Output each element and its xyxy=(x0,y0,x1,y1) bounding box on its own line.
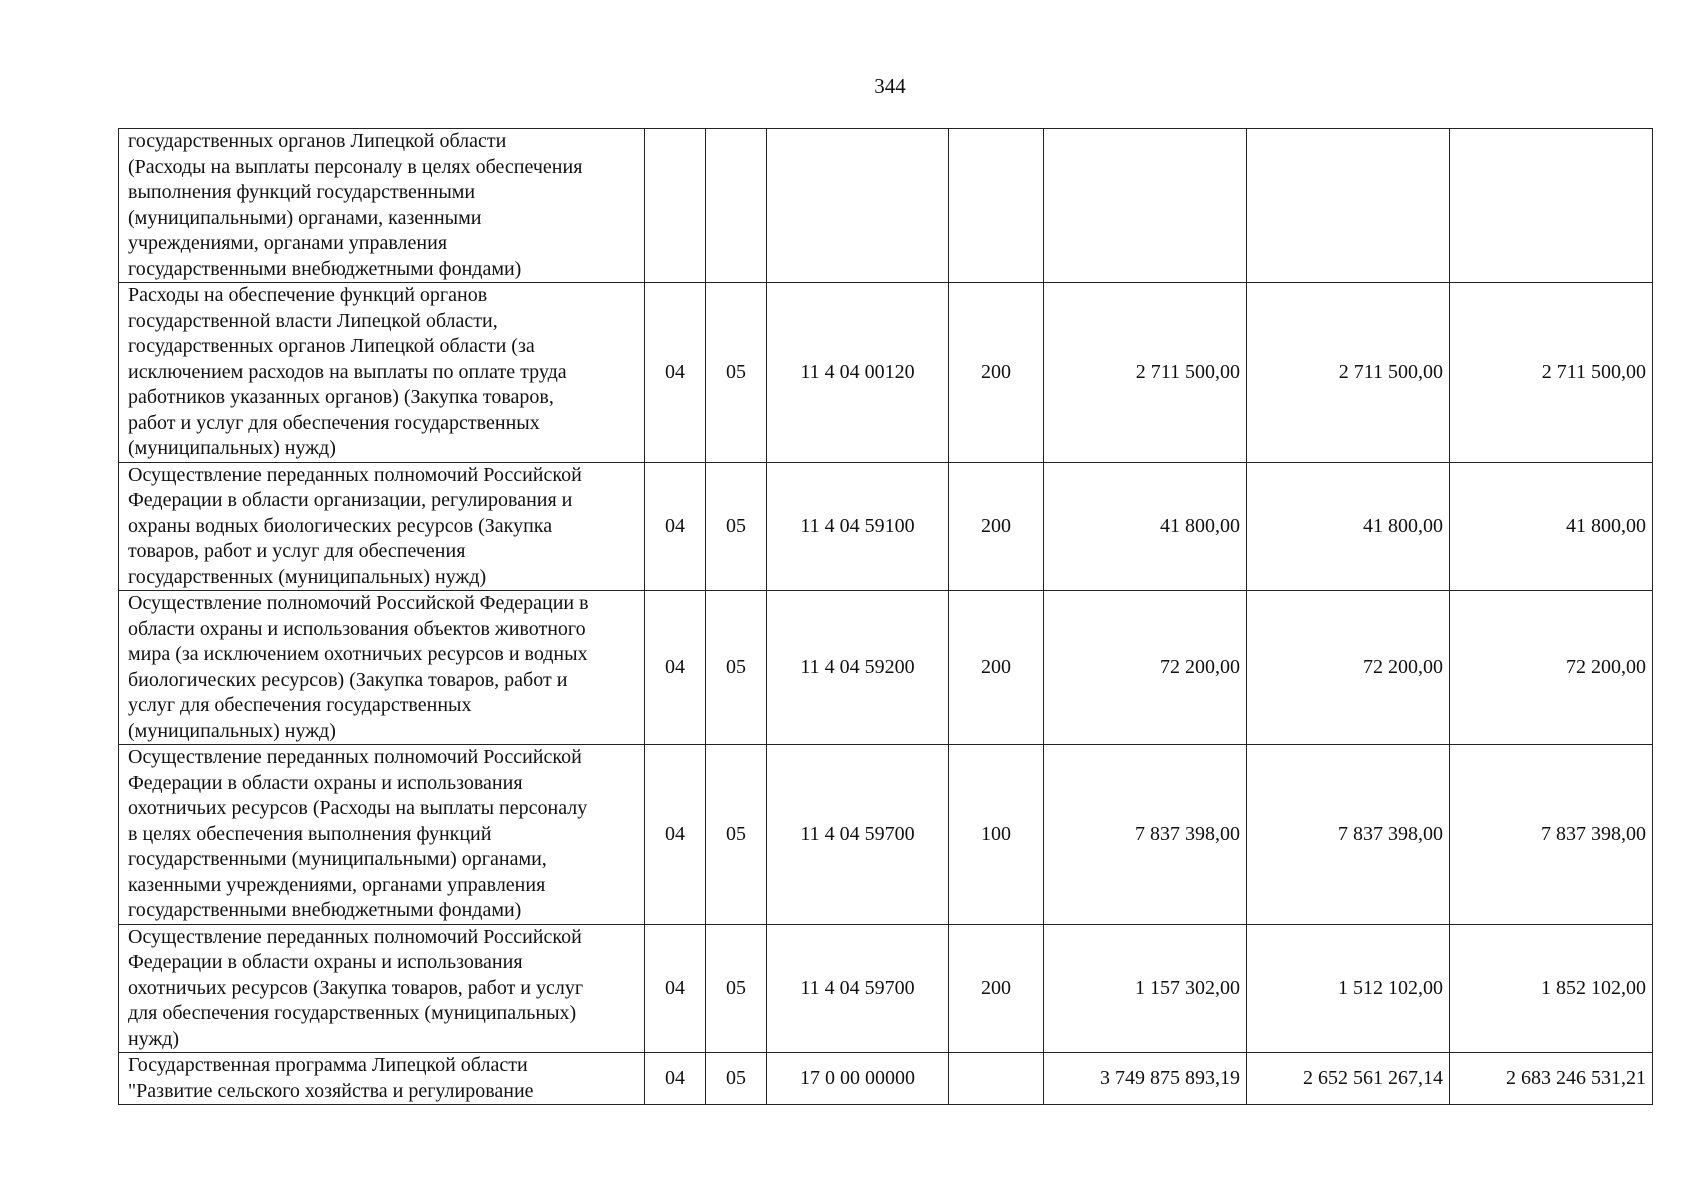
amount-year-1: 7 837 398,00 xyxy=(1044,745,1247,925)
subsection-code: 05 xyxy=(706,283,767,463)
expense-type-code: 100 xyxy=(949,745,1044,925)
amount-year-3: 1 852 102,00 xyxy=(1450,924,1653,1053)
row-description xyxy=(119,283,645,463)
subsection-code: 05 xyxy=(706,924,767,1053)
section-code: 04 xyxy=(645,1053,706,1105)
table-row xyxy=(119,745,1653,925)
description-line: выполнения функций государственными xyxy=(128,181,476,203)
description-line: работ и услуг для обеспечения государственных xyxy=(128,411,540,434)
amount-year-2: 72 200,00 xyxy=(1247,591,1450,745)
amount-year-2: 41 800,00 xyxy=(1247,462,1450,591)
description-line: Федерации в области охраны и использования xyxy=(128,771,523,794)
description-line: казенными учреждениями, органами управления xyxy=(128,873,546,896)
description-line: охраны водных биологических ресурсов (Закупка xyxy=(128,514,553,537)
expense-type-code xyxy=(949,129,1044,283)
budget-table xyxy=(118,128,1653,1105)
amount-year-3: 41 800,00 xyxy=(1450,462,1653,591)
description-line: охотничьих ресурсов (Расходы на выплаты персоналу xyxy=(128,797,588,819)
target-article-code: 11 4 04 59700 xyxy=(767,745,949,925)
amount-year-2: 1 512 102,00 xyxy=(1247,924,1450,1053)
description-line: государственных органов Липецкой области (за xyxy=(128,335,535,357)
row-description xyxy=(119,924,645,1053)
section-code: 04 xyxy=(645,591,706,745)
description-line: работников указанных органов) (Закупка товаров, xyxy=(128,386,554,408)
amount-year-2 xyxy=(1247,129,1450,283)
table-row xyxy=(119,462,1653,591)
target-article-code: 17 0 00 00000 xyxy=(767,1053,949,1105)
table-row xyxy=(119,924,1653,1053)
amount-year-3: 7 837 398,00 xyxy=(1450,745,1653,925)
amount-year-2: 2 652 561 267,14 xyxy=(1247,1053,1450,1105)
description-line: государственными внебюджетными фондами) xyxy=(128,257,522,280)
page-number: 344 xyxy=(874,74,906,98)
row-description xyxy=(119,129,645,283)
description-line: (муниципальных) нужд) xyxy=(128,719,336,742)
target-article-code: 11 4 04 00120 xyxy=(767,283,949,463)
amount-year-3: 2 683 246 531,21 xyxy=(1450,1053,1653,1105)
row-description xyxy=(119,462,645,591)
description-line: исключением расходов на выплаты по оплате труда xyxy=(128,360,567,383)
expense-type-code: 200 xyxy=(949,462,1044,591)
subsection-code xyxy=(706,129,767,283)
description-line: Расходы на обеспечение функций органов xyxy=(128,284,488,306)
description-line: государственных (муниципальных) нужд) xyxy=(128,565,487,588)
description-line: Федерации в области организации, регулирования и xyxy=(128,489,573,511)
description-line: "Развитие сельского хозяйства и регулирование xyxy=(128,1079,534,1102)
description-line: нужд) xyxy=(128,1027,180,1050)
subsection-code: 05 xyxy=(706,591,767,745)
subsection-code: 05 xyxy=(706,462,767,591)
description-line: услуг для обеспечения государственных xyxy=(128,694,472,716)
table-row xyxy=(119,1053,1653,1105)
description-line: в целях обеспечения выполнения функций xyxy=(128,822,492,845)
description-line: Федерации в области охраны и использования xyxy=(128,951,523,973)
subsection-code: 05 xyxy=(706,1053,767,1105)
target-article-code: 11 4 04 59100 xyxy=(767,462,949,591)
expense-type-code: 200 xyxy=(949,924,1044,1053)
description-line: области охраны и использования объектов животного xyxy=(128,617,586,640)
row-description xyxy=(119,1053,645,1105)
section-code: 04 xyxy=(645,924,706,1053)
description-line: государственных органов Липецкой области xyxy=(128,130,507,152)
amount-year-3 xyxy=(1450,129,1653,283)
amount-year-1: 41 800,00 xyxy=(1044,462,1247,591)
table-row xyxy=(119,591,1653,745)
description-line: государственной власти Липецкой области, xyxy=(128,309,498,332)
amount-year-1: 3 749 875 893,19 xyxy=(1044,1053,1247,1105)
subsection-code: 05 xyxy=(706,745,767,925)
section-code: 04 xyxy=(645,462,706,591)
description-line: государственными (муниципальными) органами, xyxy=(128,848,547,870)
description-line: Осуществление переданных полномочий Российской xyxy=(128,925,582,948)
target-article-code: 11 4 04 59200 xyxy=(767,591,949,745)
amount-year-2: 2 711 500,00 xyxy=(1247,283,1450,463)
amount-year-3: 2 711 500,00 xyxy=(1450,283,1653,463)
target-article-code: 11 4 04 59700 xyxy=(767,924,949,1053)
target-article-code xyxy=(767,129,949,283)
expense-type-code xyxy=(949,1053,1044,1105)
description-line: учреждениями, органами управления xyxy=(128,232,448,254)
description-line: мира (за исключением охотничьих ресурсов и водных xyxy=(128,643,588,665)
amount-year-1: 72 200,00 xyxy=(1044,591,1247,745)
expense-type-code: 200 xyxy=(949,591,1044,745)
row-description xyxy=(119,745,645,925)
row-description xyxy=(119,591,645,745)
description-line: Осуществление переданных полномочий Российской xyxy=(128,746,582,768)
amount-year-2: 7 837 398,00 xyxy=(1247,745,1450,925)
section-code xyxy=(645,129,706,283)
description-line: охотничьих ресурсов (Закупка товаров, работ и услуг xyxy=(128,976,584,999)
description-line: для обеспечения государственных (муниципальных) xyxy=(128,1002,577,1024)
amount-year-3: 72 200,00 xyxy=(1450,591,1653,745)
section-code: 04 xyxy=(645,745,706,925)
description-line: государственными внебюджетными фондами) xyxy=(128,899,522,921)
description-line: (Расходы на выплаты персоналу в целях обеспечения xyxy=(128,155,583,178)
amount-year-1 xyxy=(1044,129,1247,283)
section-code: 04 xyxy=(645,283,706,463)
table-row xyxy=(119,129,1653,283)
description-line: Осуществление полномочий Российской Федерации в xyxy=(128,592,589,614)
amount-year-1: 2 711 500,00 xyxy=(1044,283,1247,463)
description-line: товаров, работ и услуг для обеспечения xyxy=(128,540,466,562)
expense-type-code: 200 xyxy=(949,283,1044,463)
description-line: (муниципальных) нужд) xyxy=(128,437,336,459)
amount-year-1: 1 157 302,00 xyxy=(1044,924,1247,1053)
description-line: биологических ресурсов) (Закупка товаров, работ и xyxy=(128,668,568,691)
description-line: Государственная программа Липецкой области xyxy=(128,1054,528,1076)
table-row xyxy=(119,283,1653,463)
description-line: (муниципальными) органами, казенными xyxy=(128,206,482,229)
description-line: Осуществление переданных полномочий Российской xyxy=(128,463,582,486)
